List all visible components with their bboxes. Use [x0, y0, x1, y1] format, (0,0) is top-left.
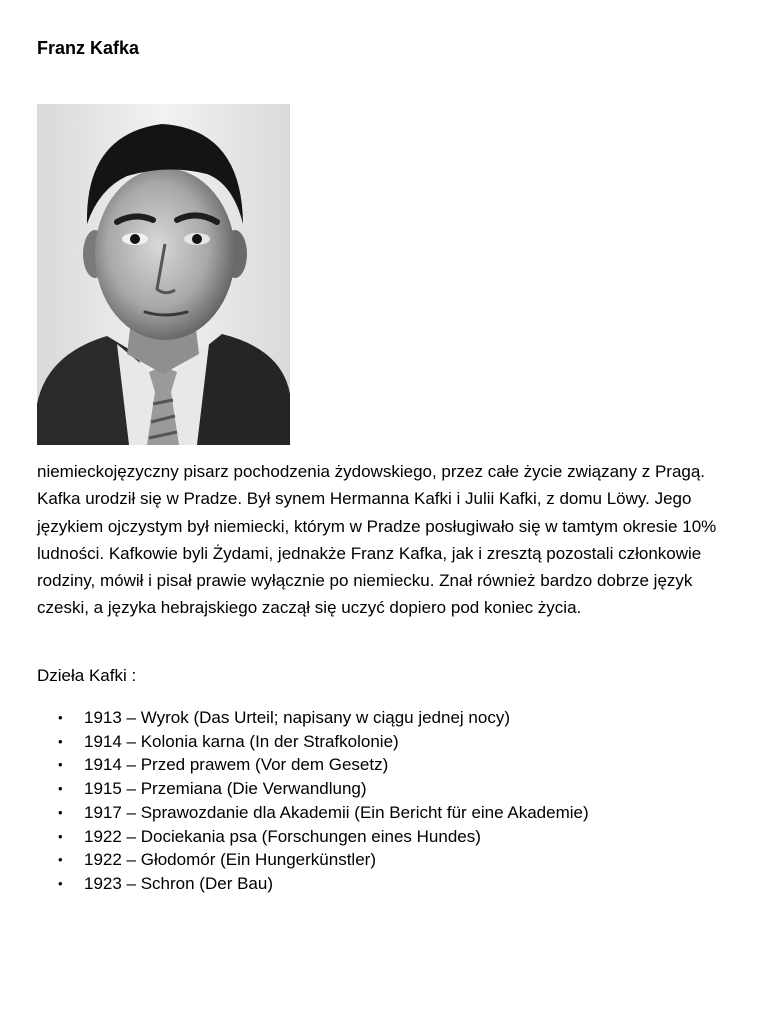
- work-entry: 1922 – Głodomór (Ein Hungerkünstler): [84, 850, 376, 870]
- list-item: [37, 730, 589, 754]
- work-entry: 1914 – Kolonia karna (In der Strafkolonie): [84, 731, 399, 751]
- list-item: [37, 753, 589, 777]
- work-entry: 1915 – Przemiana (Die Verwandlung): [84, 779, 367, 799]
- list-item: [37, 801, 589, 825]
- list-item: [37, 706, 589, 730]
- list-item: [37, 848, 589, 872]
- works-list: [37, 706, 589, 896]
- work-entry: 1923 – Schron (Der Bau): [84, 873, 273, 893]
- bullet-icon: •: [58, 781, 63, 797]
- works-heading: Dzieła Kafki :: [37, 666, 137, 685]
- bullet-icon: •: [58, 875, 63, 891]
- work-entry: 1922 – Dociekania psa (Forschungen eines Hundes): [84, 826, 481, 846]
- bullet-icon: •: [58, 757, 63, 773]
- work-entry: 1914 – Przed prawem (Vor dem Gesetz): [84, 755, 389, 775]
- list-item: [37, 825, 589, 849]
- work-entry: 1917 – Sprawozdanie dla Akademii (Ein Bericht für eine Akademie): [84, 802, 589, 822]
- list-item: [37, 872, 589, 896]
- portrait-photo: [37, 104, 290, 445]
- document-title: Franz Kafka: [37, 38, 140, 58]
- bullet-icon: •: [58, 733, 63, 749]
- biography-paragraph: niemieckojęzyczny pisarz pochodzenia żydowskiego, przez całe życie związany z Pragą. Kafka urodził się w Pradze. Był synem Hermanna Kafki i Julii Kafki, z domu Löwy. Jego językiem ojczystym był niemiecki, którym w Pradze posługiwało się w tamtym okresie 10% ludności. Kafkowie byli Żydami, jednakże Franz Kafka, jak i zresztą pozostali członkowie rodziny, mówił i pisał prawie wyłącznie po niemiecku. Znał również bardzo dobrze język czeski, a języka hebrajskiego zaczął się uczyć dopiero pod koniec życia.: [37, 462, 717, 618]
- bullet-icon: •: [58, 828, 63, 844]
- bullet-icon: •: [58, 804, 63, 820]
- work-entry: 1913 – Wyrok (Das Urteil; napisany w ciągu jednej nocy): [84, 708, 510, 727]
- bullet-icon: •: [58, 710, 63, 725]
- bullet-icon: •: [58, 852, 63, 868]
- list-item: [37, 777, 589, 801]
